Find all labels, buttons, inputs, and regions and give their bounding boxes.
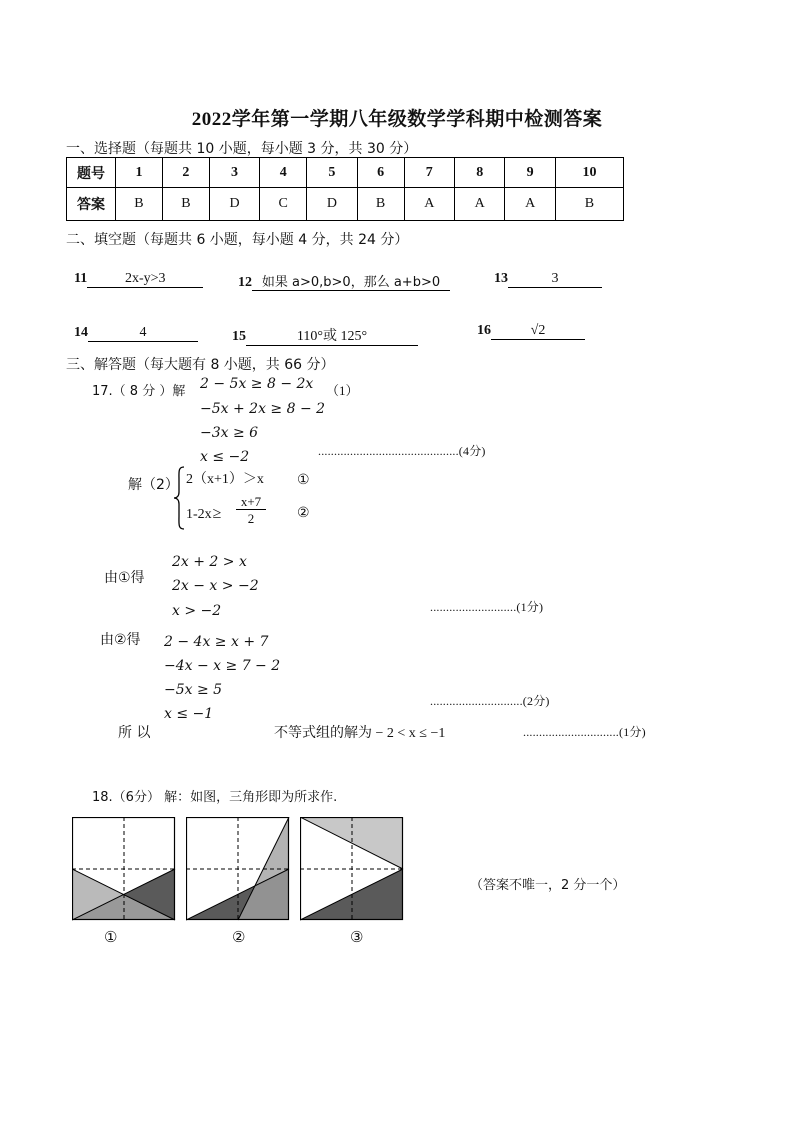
system-line-2 bbox=[186, 505, 222, 523]
q17-line: x ≤ −2 bbox=[200, 449, 250, 465]
so-label: 所 以 bbox=[118, 725, 151, 741]
table-cell: 2 bbox=[162, 158, 209, 188]
choice-answer-table bbox=[66, 157, 624, 221]
table-cell: C bbox=[260, 188, 307, 221]
q17-line: x > −2 bbox=[172, 603, 222, 619]
q17-line: −5x + 2x ≥ 8 − 2 bbox=[200, 401, 326, 417]
fill-answer: 如果 a>0,b>0，那么 a+b>0 bbox=[252, 271, 450, 291]
table-cell: A bbox=[454, 188, 504, 221]
score-note: .............................(2分) bbox=[430, 694, 550, 708]
q17-line: 2x + 2 > x bbox=[172, 554, 247, 570]
table-cell: 3 bbox=[209, 158, 259, 188]
conclusion-text: 不等式组的解为 − 2 < x ≤ −1 bbox=[274, 726, 446, 741]
fill-number: 15 bbox=[232, 329, 246, 344]
system-brace-icon bbox=[172, 466, 186, 530]
table-cell: 5 bbox=[307, 158, 357, 188]
from-eq1-label: 由①得 bbox=[104, 570, 145, 586]
score-note: ..............................(1分) bbox=[523, 725, 646, 739]
score-note: ............................................(4分) bbox=[318, 444, 486, 458]
triangle-figure-3 bbox=[300, 817, 404, 921]
fill-number: 14 bbox=[74, 325, 88, 340]
q18-label: 18.（6分） 解：如图，三角形即为所求作. bbox=[92, 790, 338, 805]
page-title: 2022学年第一学期八年级数学学科期中检测答案 bbox=[191, 109, 603, 130]
table-cell: A bbox=[404, 188, 454, 221]
q17-line: 2 − 4x ≥ x + 7 bbox=[164, 634, 269, 650]
score-note: ...........................(1分) bbox=[430, 600, 544, 614]
q17-label: 17.（ 8 分 ）解 bbox=[92, 384, 186, 399]
fraction-numerator: x+7 bbox=[236, 494, 266, 510]
from-eq2-label: 由②得 bbox=[100, 632, 141, 648]
q18-note: （答案不唯一，2 分一个） bbox=[470, 878, 626, 893]
table-cell: D bbox=[209, 188, 259, 221]
section-solve-heading: 三、解答题（每大题有 8 小题，共 66 分） bbox=[66, 357, 335, 373]
fill-number: 12 bbox=[238, 275, 252, 290]
q17-line: −4x − x ≥ 7 − 2 bbox=[164, 658, 281, 674]
q17-part2-label: 解（2） bbox=[128, 477, 179, 493]
fill-answer: 2x-y>3 bbox=[87, 271, 203, 288]
table-header-label: 题号 bbox=[67, 158, 116, 188]
table-cell: B bbox=[357, 188, 404, 221]
system-line-1: 2（x+1）＞x bbox=[186, 472, 264, 487]
q17-part1-tag: （1） bbox=[326, 383, 359, 398]
fraction-denominator: 2 bbox=[247, 511, 255, 526]
q17-line: 2x − x > −2 bbox=[172, 578, 259, 594]
fill-number: 11 bbox=[74, 271, 88, 286]
figure-label-2: ② bbox=[232, 930, 246, 946]
table-answer-label: 答案 bbox=[67, 188, 116, 221]
table-cell: 9 bbox=[505, 158, 555, 188]
circle-one-marker: ① bbox=[297, 473, 310, 488]
triangle-figure-2 bbox=[186, 817, 290, 921]
table-cell: 8 bbox=[454, 158, 504, 188]
table-cell: B bbox=[116, 188, 163, 221]
q17-line: x ≤ −1 bbox=[164, 706, 214, 722]
system-fraction bbox=[236, 494, 266, 527]
fill-item-12 bbox=[238, 271, 450, 291]
q17-line: 2 − 5x ≥ 8 − 2x bbox=[200, 376, 314, 392]
table-cell: B bbox=[162, 188, 209, 221]
fill-number: 16 bbox=[477, 323, 491, 338]
figure-label-1: ① bbox=[104, 930, 118, 946]
fill-answer: 3 bbox=[508, 271, 602, 288]
fill-answer: √2 bbox=[491, 323, 585, 340]
table-cell: 1 bbox=[116, 158, 163, 188]
section-fill-heading: 二、填空题（每题共 6 小题，每小题 4 分，共 24 分） bbox=[66, 232, 409, 248]
fill-item-11 bbox=[74, 271, 203, 288]
table-cell: B bbox=[555, 188, 623, 221]
fill-item-14 bbox=[74, 325, 198, 342]
fill-answer: 110°或 125° bbox=[246, 325, 418, 346]
fill-number: 13 bbox=[494, 271, 508, 286]
fill-answer: 4 bbox=[88, 325, 198, 342]
figure-label-3: ③ bbox=[350, 930, 364, 946]
q17-line: −5x ≥ 5 bbox=[164, 682, 223, 698]
q17-line: −3x ≥ 6 bbox=[200, 425, 259, 441]
system-sign: ≥ bbox=[212, 505, 222, 522]
triangle-figure-1 bbox=[72, 817, 176, 921]
fill-item-13 bbox=[494, 271, 602, 288]
table-cell: D bbox=[307, 188, 357, 221]
fill-item-15 bbox=[232, 325, 418, 346]
section-choice-heading: 一、选择题（每题共 10 小题，每小题 3 分，共 30 分） bbox=[66, 141, 418, 157]
table-cell: 7 bbox=[404, 158, 454, 188]
table-row-numbers bbox=[67, 158, 624, 188]
table-cell: 4 bbox=[260, 158, 307, 188]
table-cell: A bbox=[505, 188, 555, 221]
fill-item-16 bbox=[477, 323, 585, 340]
system-left: 1-2x bbox=[186, 507, 212, 522]
circle-two-marker: ② bbox=[297, 506, 310, 521]
table-row-answers bbox=[67, 188, 624, 221]
table-cell: 6 bbox=[357, 158, 404, 188]
table-cell: 10 bbox=[555, 158, 623, 188]
